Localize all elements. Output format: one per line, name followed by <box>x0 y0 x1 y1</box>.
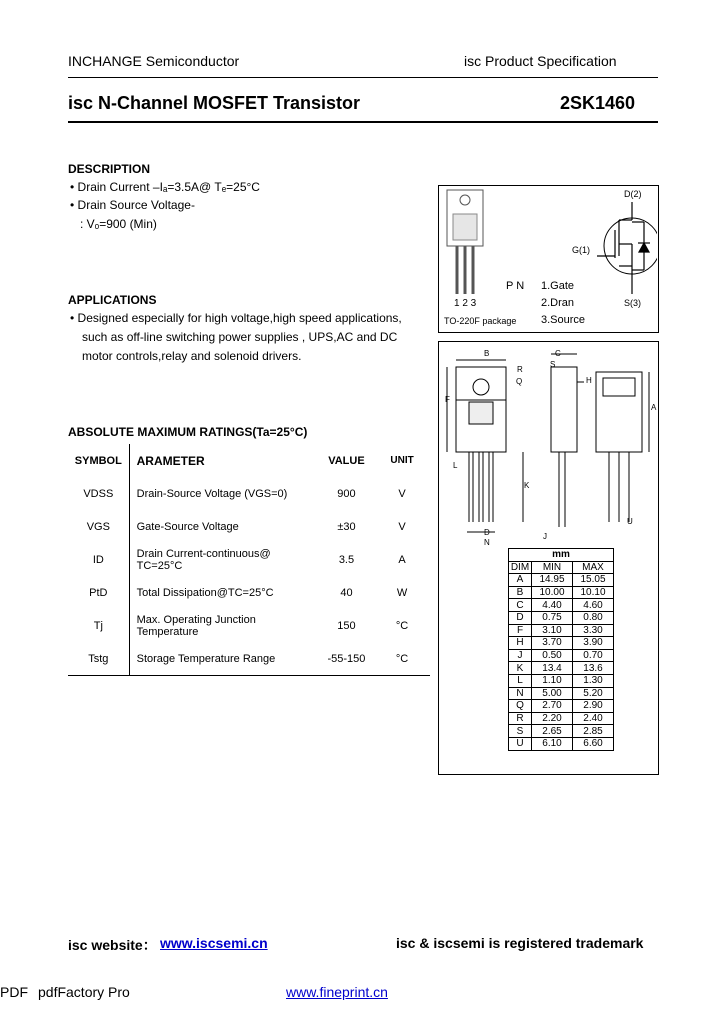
ratings-unit: °C <box>374 642 430 676</box>
description-item: • Drain Current –Iₐ=3.5A@ Tₑ=25°C <box>70 180 260 194</box>
company-name: INCHANGE Semiconductor <box>68 53 240 69</box>
dimension-max: 0.80 <box>573 611 614 624</box>
applications-line: motor controls,relay and solenoid drivers. <box>82 349 302 363</box>
dimension-min: 13.4 <box>532 662 573 675</box>
page-title: isc N-Channel MOSFET Transistor <box>68 93 361 113</box>
dim-label-f: F <box>445 395 450 404</box>
description-heading: DESCRIPTION <box>68 162 151 176</box>
dim-label-n: N <box>484 538 490 547</box>
col-symbol: SYMBOL <box>74 454 122 467</box>
dimension-min: 3.70 <box>532 637 573 650</box>
dimension-key: L <box>509 674 532 687</box>
col-dim: DIM <box>509 561 532 574</box>
ratings-unit: V <box>398 487 406 500</box>
ratings-value: 150 <box>337 619 356 632</box>
fineprint-link[interactable]: www.fineprint.cn <box>286 984 388 1000</box>
ratings-row <box>68 477 430 510</box>
dimension-max: 2.40 <box>573 712 614 725</box>
description-item: : Vₒ=900 (Min) <box>80 217 157 231</box>
dimension-key: B <box>509 586 532 599</box>
ratings-parameter: Storage Temperature Range <box>129 642 319 676</box>
dim-label-d: D <box>484 528 490 537</box>
dimension-key: R <box>509 712 532 725</box>
ratings-symbol: Tj <box>93 619 103 632</box>
dimensions-table <box>508 548 614 751</box>
ratings-value: ±30 <box>337 520 356 533</box>
ratings-row <box>68 576 430 609</box>
applications-line: • Designed especially for high voltage,high speed applications, <box>70 311 402 325</box>
dim-label-r: R <box>517 365 523 374</box>
spec-label: isc Product Specification <box>464 53 617 69</box>
applications-line: such as off-line switching power supplies , UPS,AC and DC <box>82 330 398 344</box>
dimension-drawing <box>439 342 657 542</box>
ratings-table <box>68 444 430 676</box>
dim-label-l: L <box>453 461 458 470</box>
dim-label-a: A <box>651 403 657 412</box>
ratings-value: 900 <box>337 487 356 500</box>
col-parameter: ARAMETER <box>129 444 319 477</box>
ratings-symbol: PtD <box>89 586 108 599</box>
ratings-parameter: Drain-Source Voltage (VGS=0) <box>129 477 319 510</box>
ratings-value: 3.5 <box>338 553 355 566</box>
dimension-max: 0.70 <box>573 649 614 662</box>
dimension-row <box>509 687 614 700</box>
col-max: MAX <box>573 561 614 574</box>
dimension-max: 13.6 <box>573 662 614 675</box>
dimension-max: 2.90 <box>573 700 614 713</box>
applications-heading: APPLICATIONS <box>68 293 157 307</box>
dimension-max: 4.60 <box>573 599 614 612</box>
dimension-key: N <box>509 687 532 700</box>
ratings-parameter: Max. Operating Junction Temperature <box>129 609 319 642</box>
ratings-symbol: Tstg <box>68 642 129 676</box>
header-rule <box>68 77 658 78</box>
mount-hole <box>460 195 470 205</box>
dimension-row <box>509 574 614 587</box>
title-rule <box>68 121 658 123</box>
dim-label-b: B <box>484 349 490 358</box>
dimension-min: 6.10 <box>532 737 573 750</box>
website-link[interactable]: www.iscsemi.cn <box>160 935 268 951</box>
dimension-min: 3.10 <box>532 624 573 637</box>
package-drawing <box>439 186 657 331</box>
ratings-parameter: Drain Current-continuous@ TC=25°C <box>129 543 319 576</box>
dim-label-h: H <box>586 376 592 385</box>
dimension-max: 5.20 <box>573 687 614 700</box>
dimension-key: H <box>509 637 532 650</box>
ratings-row <box>68 510 430 543</box>
ratings-row <box>68 642 430 676</box>
dimension-row <box>509 586 614 599</box>
col-unit: UNIT <box>390 455 414 466</box>
dimension-key: S <box>509 725 532 738</box>
dimension-key: J <box>509 649 532 662</box>
ratings-row <box>68 543 430 576</box>
dimension-min: 2.65 <box>532 725 573 738</box>
dimension-min: 10.00 <box>532 586 573 599</box>
description-item: • Drain Source Voltage- <box>70 198 195 212</box>
ratings-unit: W <box>396 586 408 599</box>
ratings-symbol: ID <box>92 553 104 566</box>
ratings-symbol: VDSS <box>83 487 114 500</box>
dimension-row <box>509 737 614 750</box>
ratings-heading: ABSOLUTE MAXIMUM RATINGS(Ta=25°C) <box>68 425 308 439</box>
website-label: isc website： <box>68 937 157 953</box>
pdf-product: pdfFactory Pro <box>38 984 130 1000</box>
pin-header: P N <box>506 280 525 292</box>
dimension-row <box>509 611 614 624</box>
mosfet-symbol <box>597 202 650 294</box>
dimension-row <box>509 637 614 650</box>
pin-2: 2.Dran <box>541 297 575 309</box>
pin-3: 3.Source <box>541 314 586 326</box>
dimension-key: A <box>509 574 532 587</box>
dimension-row <box>509 725 614 738</box>
gate-label: G(1) <box>572 245 590 255</box>
dimension-min: 0.50 <box>532 649 573 662</box>
ratings-parameter: Gate-Source Voltage <box>129 510 319 543</box>
trademark-text: isc & iscsemi is registered trademark <box>396 935 644 951</box>
drain-label: D(2) <box>624 189 642 199</box>
dim-label-q: Q <box>516 377 523 386</box>
dimension-key: D <box>509 611 532 624</box>
package-name: TO-220F package <box>444 316 517 326</box>
dimension-min: 4.40 <box>532 599 573 612</box>
dimension-row <box>509 599 614 612</box>
ratings-symbol: VGS <box>86 520 110 533</box>
dimension-row <box>509 700 614 713</box>
package-window <box>453 214 477 240</box>
dimension-min: 2.70 <box>532 700 573 713</box>
ratings-unit: V <box>398 520 406 533</box>
ratings-unit: °C <box>395 619 409 632</box>
dimension-row <box>509 674 614 687</box>
dimension-key: U <box>509 737 532 750</box>
dimension-min: 0.75 <box>532 611 573 624</box>
dimension-min: 1.10 <box>532 674 573 687</box>
dimension-max: 6.60 <box>573 737 614 750</box>
dimension-max: 15.05 <box>573 574 614 587</box>
dim-label-j: J <box>543 532 547 541</box>
pin-numbers: 1 2 3 <box>454 298 477 309</box>
dimension-max: 10.10 <box>573 586 614 599</box>
dimension-row <box>509 662 614 675</box>
dimension-min: 5.00 <box>532 687 573 700</box>
dimension-row <box>509 624 614 637</box>
part-number: 2SK1460 <box>560 93 636 113</box>
dimension-max: 1.30 <box>573 674 614 687</box>
pin-1: 1.Gate <box>541 280 575 292</box>
dimension-max: 3.90 <box>573 637 614 650</box>
dimension-min: 2.20 <box>532 712 573 725</box>
dim-label-u: U <box>627 517 633 526</box>
dim-label-s: S <box>550 360 556 369</box>
dim-label-c: C <box>555 349 561 358</box>
dimension-row <box>509 712 614 725</box>
source-label: S(3) <box>624 298 642 308</box>
dim-label-k: K <box>524 481 530 490</box>
dimension-max: 3.30 <box>573 624 614 637</box>
dimension-key: K <box>509 662 532 675</box>
dimension-key: F <box>509 624 532 637</box>
ratings-row <box>68 609 430 642</box>
col-value: VALUE <box>328 454 365 467</box>
mm-header: mm <box>509 549 614 562</box>
dimension-row <box>509 649 614 662</box>
ratings-unit: A <box>398 553 406 566</box>
ratings-value: -55-150 <box>319 642 374 676</box>
pdf-label: PDF <box>0 984 28 1000</box>
dimension-key: C <box>509 599 532 612</box>
dimension-min: 14.95 <box>532 574 573 587</box>
col-min: MIN <box>532 561 573 574</box>
dimension-max: 2.85 <box>573 725 614 738</box>
ratings-parameter: Total Dissipation@TC=25°C <box>129 576 319 609</box>
ratings-value: 40 <box>340 586 353 599</box>
dimension-key: Q <box>509 700 532 713</box>
